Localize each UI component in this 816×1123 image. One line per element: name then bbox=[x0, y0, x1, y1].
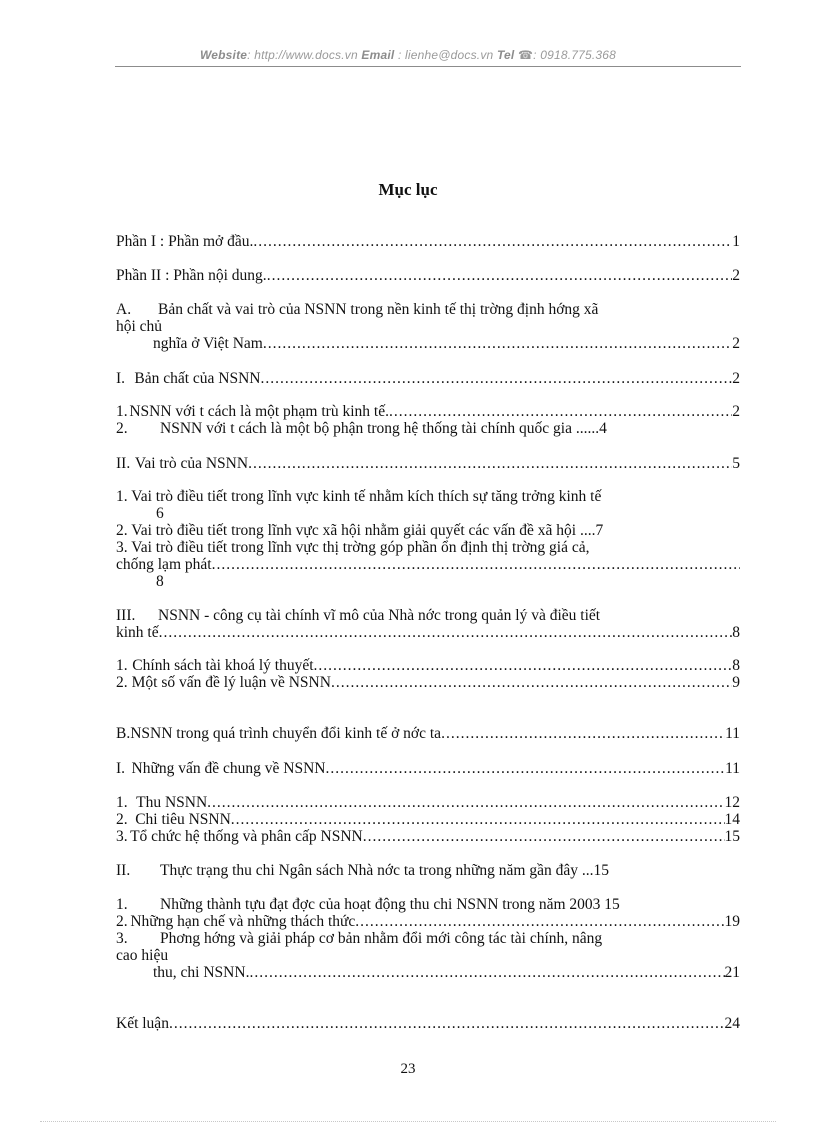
footer-divider bbox=[40, 1121, 776, 1122]
toc-label: Những hạn chế và những thách thức bbox=[130, 913, 356, 930]
website-value: : http://www.docs.vn bbox=[247, 48, 358, 62]
toc-page: 1 bbox=[732, 233, 740, 250]
toc-label-line1: 3. Vai trò điều tiết trong lĩnh vực thị trờng góp phần ổn định thị trờng giá cả, bbox=[116, 539, 590, 556]
toc-page: 14 bbox=[724, 811, 740, 828]
toc-page: 2 bbox=[732, 370, 740, 387]
toc-label-line2: chống lạm phát bbox=[116, 556, 212, 573]
toc-number: B. bbox=[116, 725, 131, 742]
toc-label: Bản chất của NSNN bbox=[134, 370, 261, 387]
toc-number: II. bbox=[116, 455, 131, 472]
telephone-icon: ☎ bbox=[518, 48, 534, 62]
toc-number: III. bbox=[116, 607, 136, 624]
toc-number: 2. bbox=[116, 811, 128, 828]
toc-entry-a-ii bbox=[116, 455, 740, 472]
toc-label-line1: 1. Vai trò điều tiết trong lĩnh vực kinh tế nhằm kích thích sự tăng trởng kinh tế bbox=[116, 488, 602, 505]
toc-number: 1. bbox=[116, 403, 128, 420]
toc-label: Những thành tựu đạt đợc của hoạt động thu chi NSNN trong năm 2003 15 bbox=[160, 896, 620, 913]
tel-value: : 0918.775.368 bbox=[533, 48, 617, 62]
toc-number: A. bbox=[116, 301, 132, 318]
toc-label: Tổ chức hệ thống và phân cấp NSNN bbox=[130, 828, 363, 845]
toc-number: 1. bbox=[116, 657, 128, 674]
toc-entry-b-i-sub bbox=[116, 794, 740, 845]
toc-label: NSNN với t cách là một bộ phận trong hệ thống tài chính quốc gia ......4 bbox=[160, 420, 607, 437]
toc-label: Một số vấn đề lý luận về NSNN bbox=[131, 674, 331, 691]
toc-page: 8 bbox=[732, 624, 740, 641]
toc-label: Chi tiêu NSNN bbox=[135, 811, 231, 828]
toc-entry-a bbox=[116, 301, 740, 352]
toc-page: 6 bbox=[156, 505, 164, 522]
toc-page: 24 bbox=[724, 1015, 740, 1032]
toc-page: 2 bbox=[732, 267, 740, 284]
toc-label: Phần I : Phần mở đầu. bbox=[116, 233, 254, 250]
header-divider bbox=[115, 66, 741, 67]
website-label: Website bbox=[199, 48, 248, 62]
toc-label: Thu NSNN bbox=[136, 794, 208, 811]
toc-entry-part1 bbox=[116, 233, 740, 250]
toc-number: I. bbox=[116, 370, 126, 387]
toc-label-line1: Phơng hớng và giải pháp cơ bản nhằm đổi mới công tác tài chính, nâng bbox=[160, 930, 603, 947]
toc-page: 11 bbox=[725, 725, 740, 742]
toc-label-line3: thu, chi NSNN. bbox=[153, 964, 250, 981]
toc-label: Chính sách tài khoá lý thuyết bbox=[132, 657, 314, 674]
toc-label-line3: nghĩa ở Việt Nam bbox=[153, 335, 263, 352]
toc-number: 3. bbox=[116, 930, 128, 947]
toc-number: 3. bbox=[116, 828, 128, 845]
toc-label: Những vấn đề chung về NSNN bbox=[131, 760, 326, 777]
toc-number: 1. bbox=[116, 794, 128, 811]
toc-entry-b bbox=[116, 725, 740, 742]
email-label: Email bbox=[361, 48, 395, 62]
toc-page: 12 bbox=[724, 794, 740, 811]
toc-label: Thực trạng thu chi Ngân sách Nhà nớc ta trong những năm gần đây ...15 bbox=[160, 862, 609, 879]
toc-number: 2. bbox=[116, 420, 128, 437]
page-header bbox=[0, 48, 816, 62]
toc-entry-a-iii bbox=[116, 607, 740, 641]
toc-label: NSNN trong quá trình chuyển đổi kinh tế ở nớc ta bbox=[130, 725, 442, 742]
page-number: 23 bbox=[400, 1061, 416, 1077]
toc-label-line2: kinh tế bbox=[116, 624, 159, 641]
toc-entry-b-ii bbox=[116, 862, 740, 879]
page-title: Mục lục bbox=[378, 180, 438, 199]
toc-label-line1: Bản chất và vai trò của NSNN trong nền kinh tế thị trờng định hớng xã bbox=[158, 301, 599, 318]
toc-page: 15 bbox=[724, 828, 740, 845]
toc-entry-a-ii-sub bbox=[116, 488, 740, 590]
toc-label: Vai trò của NSNN bbox=[134, 455, 249, 472]
toc-entry-part2 bbox=[116, 267, 740, 284]
toc-page: 8 bbox=[732, 657, 740, 674]
tel-label: Tel bbox=[496, 48, 515, 62]
toc-label: Kết luận bbox=[116, 1015, 169, 1032]
toc-page: 19 bbox=[724, 913, 740, 930]
toc-page: 2 bbox=[732, 403, 740, 420]
toc-label: Phần II : Phần nội dung. bbox=[116, 267, 267, 284]
toc-page: 8 bbox=[156, 573, 164, 590]
toc-page: 9 bbox=[732, 674, 740, 691]
toc-label: 2. Vai trò điều tiết trong lĩnh vực xã hội nhằm giải quyết các vấn đề xã hội ....7 bbox=[116, 522, 604, 539]
toc-label: NSNN với t cách là một phạm trù kinh tế. bbox=[129, 403, 389, 420]
toc-page: 11 bbox=[725, 760, 740, 777]
email-value: : lienhe@docs.vn bbox=[397, 48, 494, 62]
toc-entry-a-i-sub bbox=[116, 403, 740, 437]
toc-entry-conclusion bbox=[116, 1015, 740, 1032]
toc-label-line1: NSNN - công cụ tài chính vĩ mô của Nhà nớc trong quản lý và điều tiết bbox=[158, 607, 601, 624]
toc-entry-a-iii-sub bbox=[116, 657, 740, 691]
toc-entry-b-i bbox=[116, 760, 740, 777]
toc-number: 1. bbox=[116, 896, 128, 913]
toc-number: 2. bbox=[116, 674, 128, 691]
toc-entry-a-i bbox=[116, 370, 740, 387]
toc-number: II. bbox=[116, 862, 131, 879]
toc-label-line2: cao hiệu bbox=[116, 947, 169, 964]
toc-page: 5 bbox=[732, 455, 740, 472]
toc-number: I. bbox=[116, 760, 126, 777]
toc-label-line2: hội chủ bbox=[116, 318, 163, 335]
toc-number: 2. bbox=[116, 913, 128, 930]
toc-page: 21 bbox=[724, 964, 740, 981]
toc-page: 2 bbox=[732, 335, 740, 352]
toc-entry-b-ii-sub bbox=[116, 896, 740, 981]
